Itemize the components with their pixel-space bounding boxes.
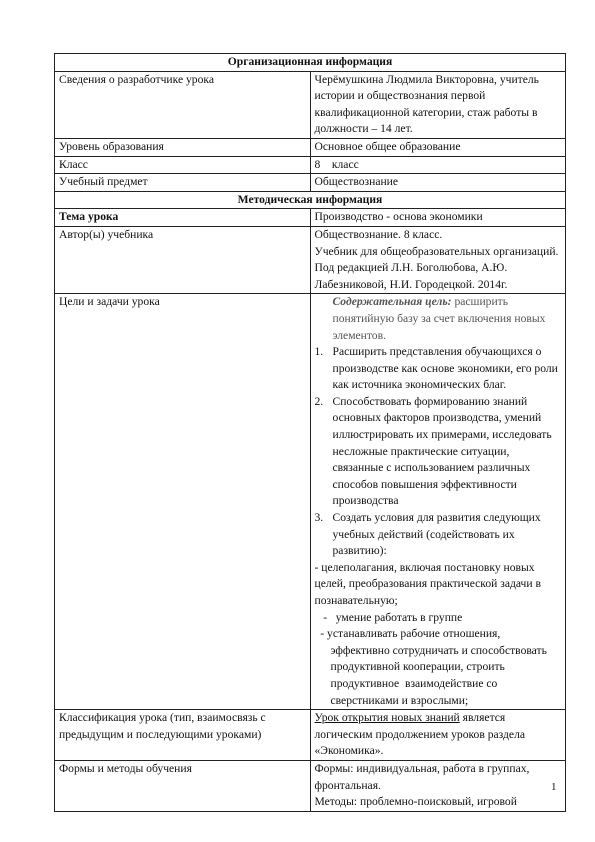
section-header-row: [55, 191, 566, 209]
classification-value: [310, 710, 566, 761]
goal-number: 2.: [314, 394, 324, 408]
goal-text: Расширить представления обучающихся о производстве как основе экономики, его роли как источника экономических благ.: [332, 345, 558, 392]
table-row: [55, 226, 566, 293]
table-row: [55, 138, 566, 156]
lesson-type: Урок открытия новых знаний: [314, 711, 460, 725]
authors-line: Обществознание. 8 класс.: [314, 227, 443, 241]
goal-number: 1.: [314, 345, 324, 359]
table-row: [55, 760, 566, 811]
classification-text: является логическим продолжением уроков раздела «Экономика».: [314, 711, 526, 758]
content-goal-text: расширить понятийную базу за счет включения новых элементов.: [332, 295, 546, 342]
authors-line: Лабезниковой, Н.И. Городецкой. 2014г.: [314, 277, 508, 291]
goal-item: [315, 510, 562, 560]
goal-item: [315, 344, 562, 394]
authors-line: Учебник для общеобразовательных организаций.: [314, 244, 559, 258]
goal-subitem: - устанавливать рабочие отношения, эффективно сотрудничать и способствовать продуктивной кооперации, строить продуктивное взаимодействие со сверстниками и взрослыми;: [314, 627, 550, 707]
forms-label: Формы и методы обучения: [55, 760, 311, 811]
lesson-info-table: [54, 53, 566, 812]
methods-line: Методы: проблемно-поисковый, игровой: [314, 795, 517, 809]
goal-number: 3.: [314, 511, 324, 525]
table-row: [55, 71, 566, 138]
table-row: [55, 710, 566, 761]
goal-text: Способствовать формированию знаний основных факторов производства, умений иллюстрировать их примерами, исследовать несложные практические ситуации, связанные с использованием различных способов повышения эффективности производства: [332, 394, 552, 508]
forms-value: [310, 760, 566, 811]
table-row: [55, 156, 566, 174]
content-goal: [315, 294, 562, 344]
level-value: Основное общее образование: [310, 138, 566, 156]
goal-subitem: - умение работать в группе: [314, 610, 463, 624]
section-header-method: Методическая информация: [55, 191, 566, 209]
goal-subitem: - целеполагания, включая постановку новых целей, преобразования практической задачи в познавательную;: [314, 560, 541, 607]
developer-label: Сведения о разработчике урока: [55, 71, 311, 138]
authors-value: [310, 226, 566, 293]
content-goal-title: Содержательная цель:: [332, 295, 452, 309]
topic-label: Тема урока: [55, 209, 311, 227]
developer-value: Черёмушкина Людмила Викторовна, учитель истории и обществознания первой квалификационной категории, стаж работы в должности – 14 лет.: [310, 71, 566, 138]
goal-item: [315, 394, 562, 510]
forms-line: Формы: индивидуальная, работа в группах, фронтальная.: [314, 761, 530, 792]
table-row: [55, 294, 566, 710]
topic-value: Производство - основа экономики: [310, 209, 566, 227]
grade-value: 8 класс: [310, 156, 566, 174]
table-row: [55, 174, 566, 192]
goal-text: Создать условия для развития следующих учебных действий (содействовать их развитию):: [332, 511, 541, 558]
section-header-org: Организационная информация: [55, 54, 566, 72]
authors-label: Автор(ы) учебника: [55, 226, 311, 293]
page-number: 1: [551, 781, 557, 793]
goals-label: Цели и задачи урока: [55, 294, 311, 710]
classification-label: Классификация урока (тип, взаимосвязь с предыдущим и последующими уроками): [55, 710, 311, 761]
authors-line: Под редакцией Л.Н. Боголюбова, А.Ю.: [314, 261, 508, 275]
table-row: [55, 209, 566, 227]
subject-value: Обществознание: [310, 174, 566, 192]
grade-label: Класс: [55, 156, 311, 174]
subject-label: Учебный предмет: [55, 174, 311, 192]
goals-value: [310, 294, 566, 710]
section-header-row: [55, 54, 566, 72]
level-label: Уровень образования: [55, 138, 311, 156]
